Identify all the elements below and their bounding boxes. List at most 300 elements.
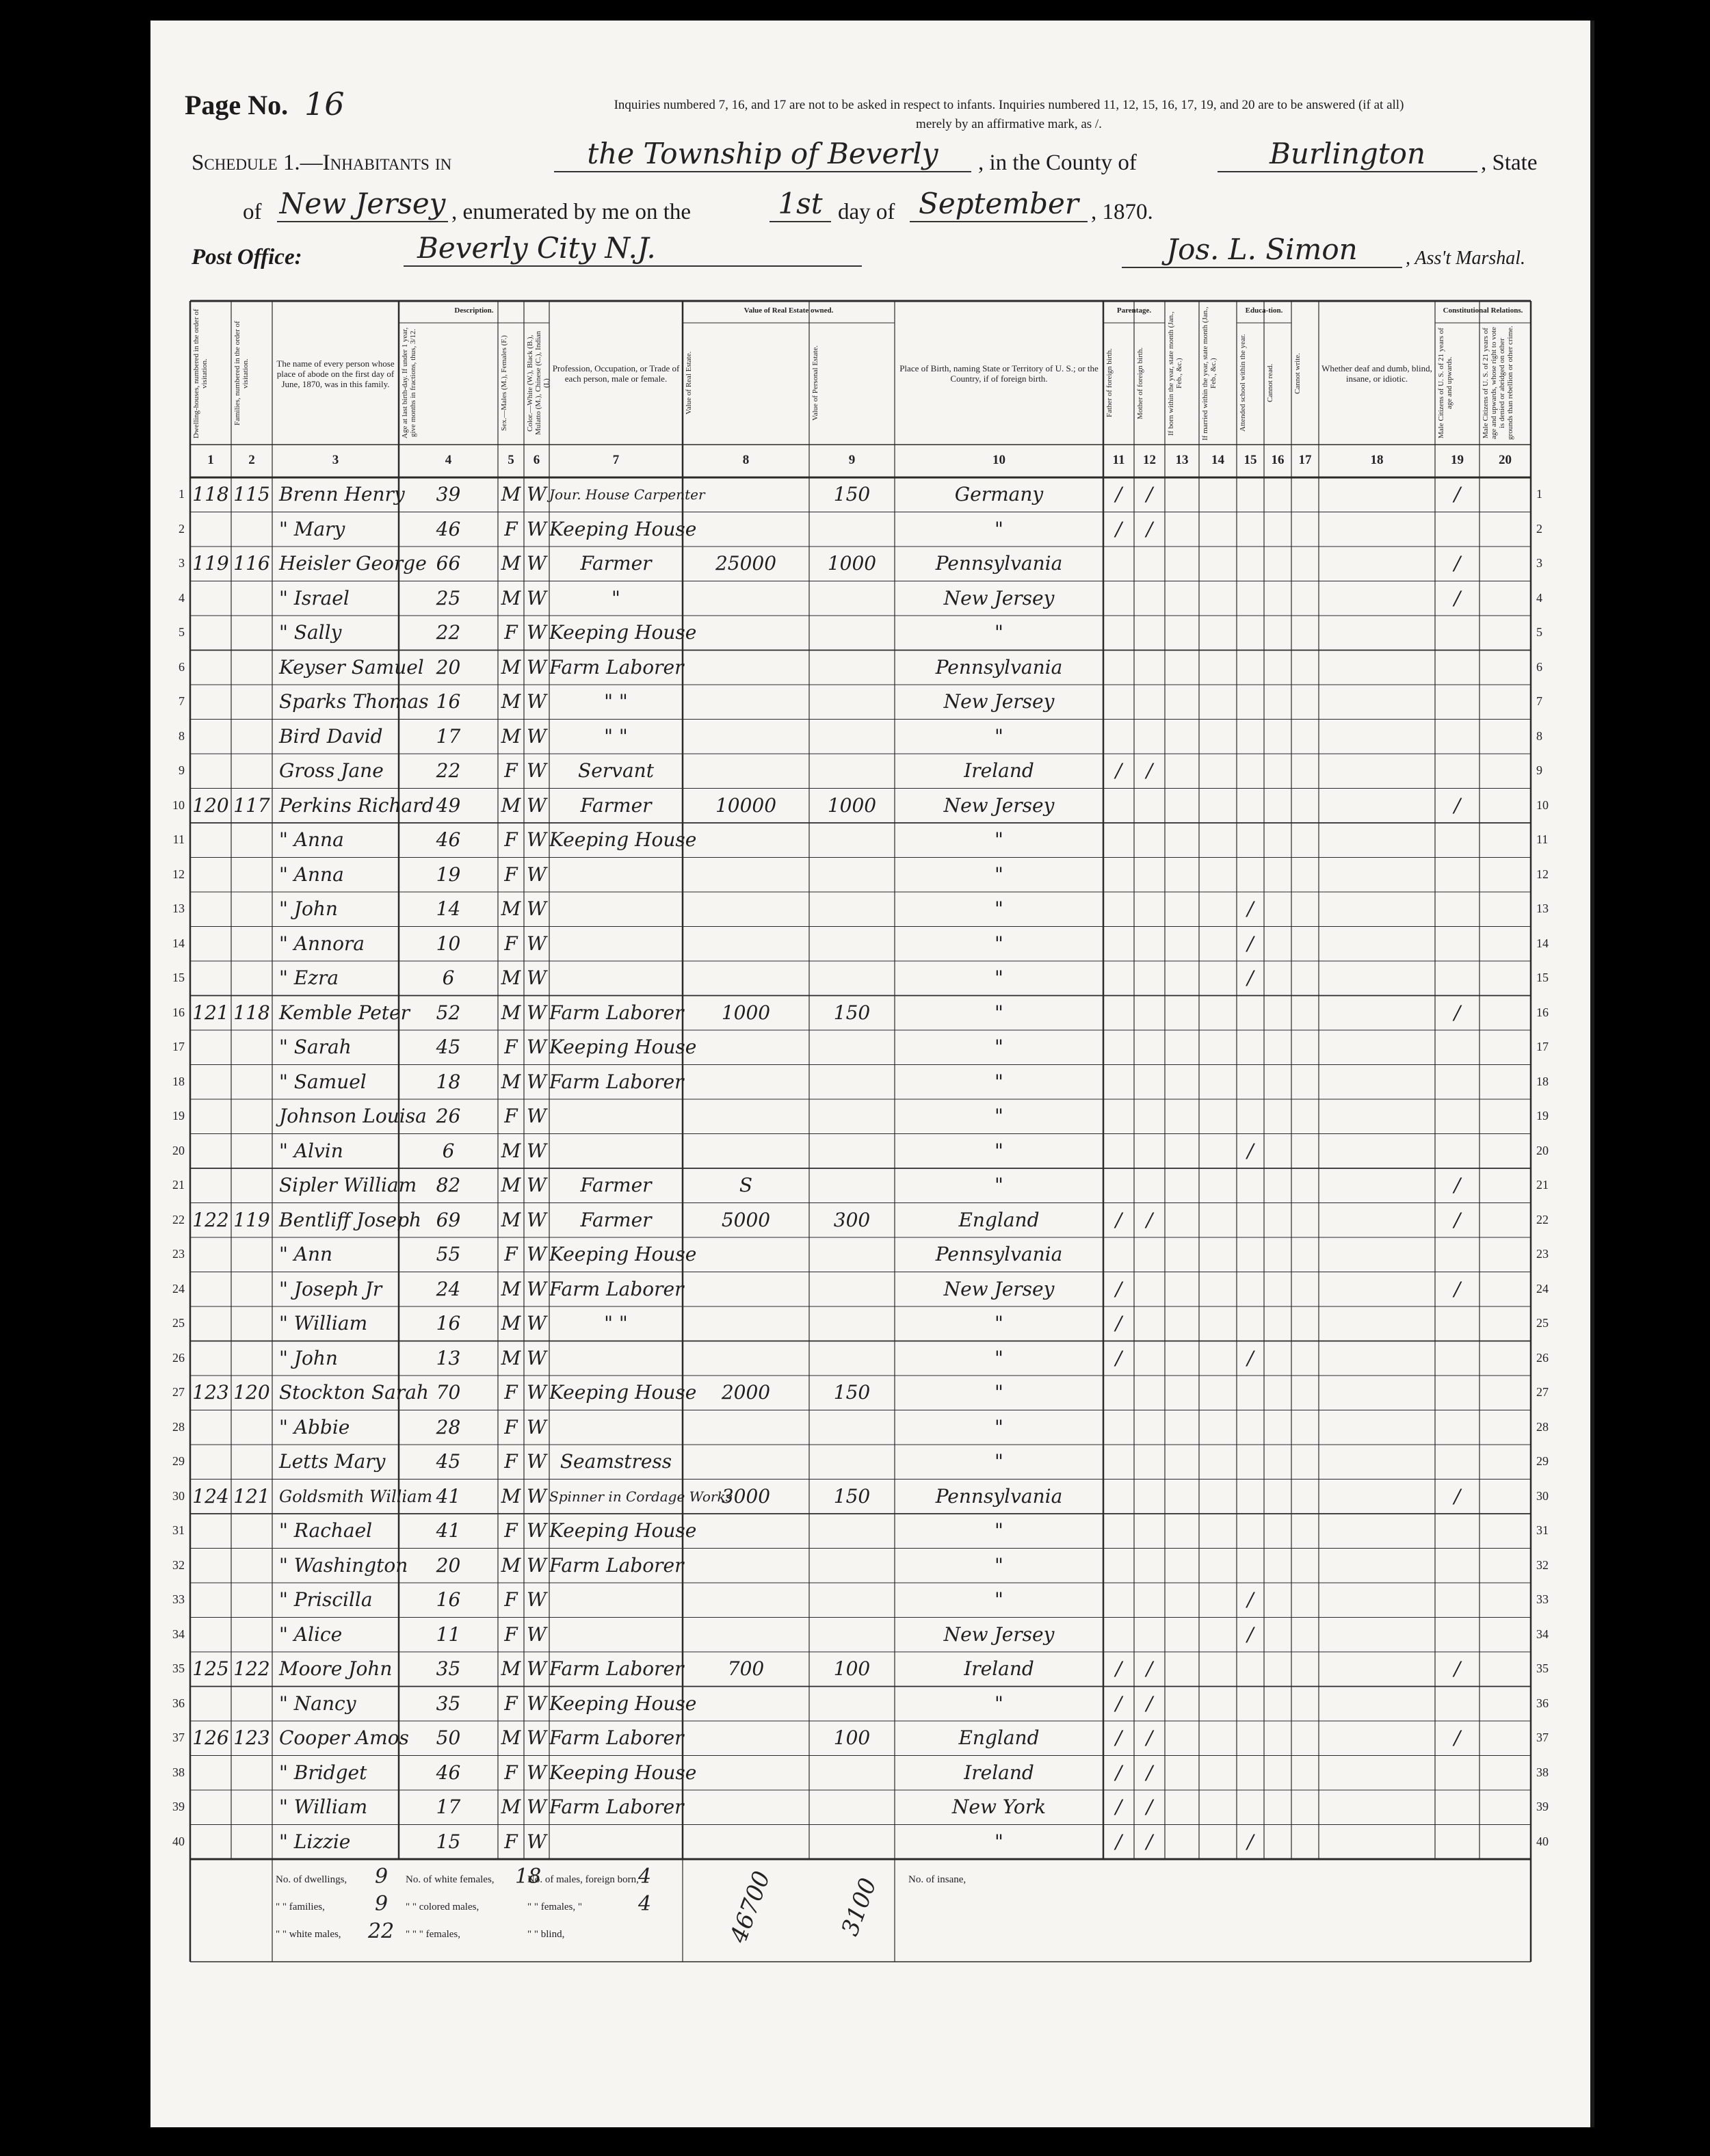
summary-foreign-females-label: " " females, " [527, 1902, 583, 1912]
cell-birth: England [958, 1726, 1040, 1749]
cell-sex: F [504, 1381, 518, 1404]
cell-school: / [1247, 1588, 1254, 1611]
column-number: 3 [332, 453, 339, 467]
cell-color: W [527, 1346, 547, 1369]
cell-birth: " [995, 1415, 1003, 1438]
summary-white-males-label: " " white males, [276, 1929, 341, 1940]
line-number-right: 39 [1536, 1800, 1549, 1813]
cell-dwelling: 121 [192, 1001, 229, 1024]
cell-personal: 100 [833, 1726, 871, 1749]
cell-sex: M [501, 1277, 521, 1300]
line-number-right: 3 [1536, 556, 1542, 570]
summary-families-value: 9 [375, 1892, 389, 1916]
cell-name: " William [279, 1796, 368, 1818]
line-number: 13 [172, 902, 185, 915]
column-number: 13 [1175, 453, 1189, 467]
line-number-right: 21 [1536, 1178, 1549, 1192]
cell-birth: " [995, 1070, 1003, 1093]
cell-sex: M [501, 483, 521, 505]
line-number-right: 15 [1536, 971, 1549, 984]
cell-name: " Rachael [279, 1519, 373, 1542]
cell-sex: M [501, 1726, 521, 1749]
cell-father: / [1115, 1208, 1122, 1231]
line-number: 35 [172, 1661, 185, 1675]
cell-sex: M [501, 967, 521, 989]
cell-family: 121 [233, 1484, 270, 1508]
line-number-right: 2 [1536, 521, 1542, 536]
cell-name: " Annora [279, 932, 365, 955]
column-number: 4 [445, 453, 452, 467]
cell-birth: " [995, 1381, 1003, 1404]
cell-name: Stockton Sarah [279, 1381, 429, 1404]
cell-sex: M [501, 1208, 521, 1231]
cell-occupation: Keeping House [549, 1381, 697, 1404]
cell-age: 41 [436, 1484, 461, 1508]
cell-age: 24 [436, 1277, 461, 1300]
cell-citizen: / [1454, 552, 1461, 575]
cell-occupation: Keeping House [549, 1036, 697, 1058]
cell-sex: F [504, 517, 518, 540]
cell-personal: 150 [833, 1381, 871, 1404]
cell-mother: / [1146, 1830, 1153, 1853]
cell-sex: F [504, 1761, 518, 1784]
cell-family: 122 [233, 1657, 270, 1680]
cell-age: 26 [436, 1105, 461, 1127]
line-number: 12 [172, 867, 185, 881]
cell-color: W [527, 552, 547, 575]
cell-sex: M [501, 1796, 521, 1818]
cell-occupation: " " [604, 1312, 628, 1335]
state-field: New Jersey [277, 188, 448, 222]
line-number: 10 [172, 798, 185, 812]
page-label: Page No. [185, 90, 289, 120]
cell-name: " John [279, 1346, 338, 1369]
line-number: 15 [172, 971, 185, 984]
cell-dwelling: 124 [192, 1484, 229, 1508]
cell-dwelling: 123 [192, 1381, 229, 1404]
cell-sex: F [504, 1588, 518, 1611]
cell-birth: " [995, 863, 1003, 886]
cell-sex: F [504, 1415, 518, 1438]
cell-birth: " [995, 1312, 1003, 1335]
cell-birth: Pennsylvania [935, 1484, 1063, 1508]
line-number: 39 [172, 1800, 185, 1813]
cell-sex: F [504, 1036, 518, 1058]
line-number-right: 16 [1536, 1005, 1549, 1019]
cell-birth: England [958, 1208, 1040, 1231]
summary-white-females-label: No. of white females, [406, 1874, 495, 1885]
county-field: Burlington [1218, 138, 1477, 172]
day-of-label: day of [838, 200, 895, 224]
cell-color: W [527, 1036, 547, 1058]
summary-families-label: " " families, [276, 1902, 325, 1912]
column-header-16: Cannot read. [1266, 363, 1274, 403]
cell-name: Letts Mary [279, 1450, 386, 1473]
line-number-right: 12 [1536, 867, 1549, 881]
cell-occupation: Keeping House [549, 621, 697, 644]
cell-color: W [527, 1553, 547, 1577]
cell-sex: M [501, 1657, 521, 1680]
cell-sex: F [504, 621, 518, 644]
column-number: 7 [612, 453, 620, 467]
cell-occupation: Keeping House [549, 1519, 697, 1542]
cell-real: 3000 [721, 1484, 771, 1508]
cell-sex: M [501, 897, 521, 920]
cell-sex: F [504, 1830, 518, 1853]
cell-occupation: Farmer [580, 793, 652, 817]
column-header-14: If married within the year, state month (Jan., Feb., &c.) [1201, 306, 1218, 441]
cell-color: W [527, 690, 547, 713]
column-number: 17 [1298, 453, 1312, 467]
cell-age: 45 [436, 1450, 461, 1473]
cell-name: " Mary [279, 517, 345, 540]
cell-birth: " [995, 1036, 1003, 1058]
cell-citizen: / [1454, 1277, 1461, 1300]
line-number-right: 36 [1536, 1696, 1549, 1710]
cell-color: W [527, 724, 547, 748]
marshal-title: , Ass't Marshal. [1406, 248, 1526, 269]
line-number: 20 [172, 1143, 185, 1157]
township-field: the Township of Beverly [554, 138, 971, 172]
cell-sex: F [504, 1105, 518, 1127]
cell-color: W [527, 828, 547, 851]
cell-birth: Pennsylvania [935, 552, 1063, 575]
cell-personal: 300 [833, 1208, 871, 1231]
column-header-11: Father of foreign birth. [1105, 348, 1114, 418]
column-header-5: Sex.—Males (M.), Females (F.) [500, 335, 508, 431]
cell-birth: Pennsylvania [935, 1243, 1063, 1265]
page-number: 16 [304, 86, 345, 122]
cell-color: W [527, 863, 547, 886]
cell-father: / [1115, 1312, 1122, 1335]
cell-sex: F [504, 1450, 518, 1473]
cell-age: 46 [436, 517, 461, 540]
marshal-signature: Jos. L. Simon [1122, 234, 1402, 268]
cell-name: " Washington [279, 1553, 408, 1577]
cell-name: " Joseph Jr [279, 1277, 382, 1300]
line-number: 2 [179, 521, 185, 536]
cell-real: 10000 [715, 793, 777, 817]
column-number: 19 [1451, 453, 1464, 467]
line-number-right: 28 [1536, 1419, 1549, 1434]
cell-birth: Ireland [964, 759, 1034, 782]
cell-occupation: Farmer [580, 1174, 652, 1196]
line-number: 31 [172, 1523, 185, 1537]
cell-birth: " [995, 724, 1003, 748]
column-header-17: Cannot write. [1293, 353, 1302, 394]
cell-school: / [1247, 1830, 1254, 1853]
line-number-right: 23 [1536, 1247, 1549, 1261]
cell-name: Brenn Henry [279, 483, 405, 505]
cell-birth: " [995, 1346, 1003, 1369]
line-number: 32 [172, 1557, 185, 1572]
cell-occupation: Farmer [580, 1208, 652, 1231]
cell-family: 115 [233, 483, 270, 505]
cell-personal: 1000 [827, 793, 877, 817]
cell-school: / [1247, 1346, 1254, 1369]
cell-age: 46 [436, 1761, 461, 1784]
cell-occupation: Farm Laborer [549, 1553, 684, 1577]
cell-mother: / [1146, 1208, 1153, 1231]
cell-sex: F [504, 1519, 518, 1542]
cell-mother: / [1146, 759, 1153, 782]
column-header-2: Families, numbered in the order of visitation. [233, 321, 250, 426]
column-number: 16 [1271, 453, 1285, 467]
cell-birth: " [995, 1139, 1003, 1162]
cell-school: / [1247, 1139, 1254, 1162]
cell-name: " Lizzie [279, 1830, 351, 1853]
cell-age: 66 [436, 552, 461, 575]
month-field: September [910, 188, 1088, 222]
cell-occupation: Keeping House [549, 1692, 697, 1715]
cell-name: " Sarah [279, 1036, 352, 1058]
cell-birth: " [995, 1174, 1003, 1196]
cell-citizen: / [1454, 1208, 1461, 1231]
cell-occupation: Servant [578, 759, 654, 782]
summary-colored-males-label: " " colored males, [406, 1902, 479, 1912]
summary-dwellings-value: 9 [375, 1865, 389, 1889]
line-number: 29 [172, 1454, 185, 1468]
cell-name: Goldsmith William [279, 1486, 433, 1506]
column-header-10: Place of Birth, naming State or Territory of U. S.; or the Country, if of foreign birth. [899, 363, 1099, 384]
cell-father: / [1115, 517, 1122, 540]
cell-sex: M [501, 1174, 521, 1196]
cell-name: Keyser Samuel [279, 655, 424, 679]
cell-family: 116 [233, 552, 270, 575]
cell-birth: Ireland [964, 1657, 1034, 1680]
cell-birth: " [995, 828, 1003, 851]
cell-age: 82 [436, 1174, 461, 1196]
year-label: , 1870. [1091, 200, 1153, 224]
cell-mother: / [1146, 1657, 1153, 1680]
cell-color: W [527, 1174, 547, 1196]
cell-birth: " [995, 967, 1003, 989]
line-number: 3 [179, 556, 185, 570]
cell-real: 700 [727, 1657, 765, 1680]
cell-real: 1000 [721, 1001, 771, 1024]
summary-colored-females-label: " " " females, [406, 1929, 461, 1940]
cell-name: " Anna [279, 828, 344, 851]
cell-name: Heisler George [279, 552, 427, 575]
summary-white-females-value: 18 [515, 1865, 542, 1889]
cell-birth: New Jersey [943, 690, 1055, 713]
cell-color: W [527, 655, 547, 679]
cell-color: W [527, 1208, 547, 1231]
cell-real: S [739, 1174, 753, 1196]
cell-father: / [1115, 1761, 1122, 1784]
cell-color: W [527, 1312, 547, 1335]
line-number-right: 24 [1536, 1281, 1549, 1296]
line-number-right: 35 [1536, 1661, 1549, 1675]
line-number-right: 14 [1536, 936, 1549, 950]
line-number-right: 40 [1536, 1834, 1549, 1848]
column-header-6: Color.—White (W.), Black (B.), Mulatto (M.), Chinese (C.), Indian (I.) [526, 330, 551, 436]
cell-birth: " [995, 1588, 1003, 1611]
cell-sex: M [501, 1553, 521, 1577]
line-number: 7 [179, 694, 185, 708]
cell-occupation: " [611, 586, 620, 609]
cell-father: / [1115, 1796, 1122, 1818]
cell-father: / [1115, 1830, 1122, 1853]
cell-birth: " [995, 1105, 1003, 1127]
cell-age: 17 [436, 1796, 461, 1818]
cell-color: W [527, 1243, 547, 1265]
cell-real: 5000 [721, 1208, 771, 1231]
line-number-right: 11 [1536, 832, 1549, 846]
column-header-15: Attended school within the year. [1239, 334, 1247, 432]
cell-color: W [527, 483, 547, 505]
cell-name: " Sally [279, 621, 342, 644]
cell-family: 119 [233, 1208, 270, 1231]
cell-name: " Priscilla [279, 1588, 373, 1611]
column-header-19: Male Citizens of U. S. of 21 years of age and upwards. [1437, 328, 1454, 438]
line-number-right: 5 [1536, 625, 1542, 639]
cell-school: / [1247, 932, 1254, 955]
cell-age: 6 [442, 967, 455, 989]
cell-sex: F [504, 759, 518, 782]
cell-sex: M [501, 1312, 521, 1335]
cell-occupation: Farm Laborer [549, 1657, 684, 1680]
cell-sex: F [504, 828, 518, 851]
cell-name: " Samuel [279, 1070, 367, 1093]
line-number-right: 32 [1536, 1557, 1549, 1572]
cell-personal: 150 [833, 1001, 871, 1024]
line-number: 8 [179, 728, 185, 743]
cell-name: " Ann [279, 1243, 333, 1265]
cell-birth: " [995, 1553, 1003, 1577]
line-number: 37 [172, 1731, 185, 1744]
cell-citizen: / [1454, 1001, 1461, 1024]
of-label: of [243, 200, 262, 224]
summary-personal-estate-total: 3100 [836, 1874, 882, 1940]
cell-mother: / [1146, 1796, 1153, 1818]
cell-color: W [527, 932, 547, 955]
line-number-right: 33 [1536, 1592, 1549, 1606]
cell-family: 118 [233, 1001, 270, 1024]
group-header-constitutional: Constitutional Relations. [1443, 306, 1523, 315]
cell-age: 41 [436, 1519, 461, 1542]
cell-age: 14 [436, 897, 461, 920]
scan-edge [1590, 21, 1594, 2127]
cell-occupation: Farm Laborer [549, 1726, 684, 1749]
cell-birth: " [995, 1519, 1003, 1542]
cell-occupation: Keeping House [549, 517, 697, 540]
line-number-right: 37 [1536, 1731, 1549, 1744]
column-header-1: Dwelling-houses, numbered in the order of visitation. [192, 308, 209, 438]
cell-personal: 100 [833, 1657, 871, 1680]
cell-color: W [527, 1622, 547, 1646]
line-number: 27 [172, 1385, 185, 1399]
line-number-right: 31 [1536, 1523, 1549, 1537]
cell-occupation: Farm Laborer [549, 1796, 684, 1818]
column-number: 1 [207, 453, 214, 467]
cell-birth: " [995, 932, 1003, 955]
cell-name: " Nancy [279, 1692, 356, 1715]
summary-dwellings-label: No. of dwellings, [276, 1874, 347, 1885]
cell-color: W [527, 1484, 547, 1508]
cell-birth: New Jersey [943, 1277, 1055, 1300]
line-number-right: 8 [1536, 728, 1542, 743]
summary-blind-label: " " blind, [527, 1929, 565, 1940]
cell-school: / [1247, 967, 1254, 989]
cell-personal: 150 [833, 1484, 871, 1508]
cell-occupation: Keeping House [549, 828, 697, 851]
line-number: 25 [172, 1316, 185, 1330]
line-number-right: 30 [1536, 1488, 1549, 1503]
schedule-title: Schedule 1.—Inhabitants in [192, 150, 452, 175]
cell-real: 25000 [715, 552, 777, 575]
cell-name: " Alice [279, 1622, 343, 1646]
column-number: 5 [508, 453, 514, 467]
cell-dwelling: 122 [192, 1208, 229, 1231]
line-number-right: 17 [1536, 1040, 1549, 1053]
cell-dwelling: 118 [192, 483, 229, 505]
cell-age: 19 [436, 863, 461, 886]
line-number-right: 25 [1536, 1316, 1549, 1330]
instructions-line-2: merely by an affirmative mark, as /. [916, 117, 1102, 131]
line-number-right: 20 [1536, 1143, 1549, 1157]
cell-color: W [527, 1726, 547, 1749]
cell-name: " John [279, 897, 338, 920]
cell-name: Kemble Peter [279, 1001, 410, 1024]
line-number: 9 [179, 763, 185, 777]
cell-age: 10 [436, 932, 461, 955]
cell-mother: / [1146, 1726, 1153, 1749]
line-number-right: 9 [1536, 763, 1542, 777]
column-number: 2 [248, 453, 255, 467]
cell-age: 46 [436, 828, 461, 851]
column-header-4: Age at last birth-day. If under 1 year, give months in fractions, thus, 3/12. [401, 327, 417, 439]
cell-age: 16 [436, 690, 461, 713]
column-header-20: Male Citizens of U. S. of 21 years of age and upwards, whose right to vote is denied or abridged on other grounds than rebellion or other crime. [1482, 326, 1514, 441]
line-number-right: 22 [1536, 1212, 1549, 1226]
cell-citizen: / [1454, 1657, 1461, 1680]
cell-age: 50 [436, 1726, 461, 1749]
column-header-3: The name of every person whose place of abode on the first day of June, 1870, was in this family. [276, 358, 395, 389]
cell-age: 16 [436, 1312, 461, 1335]
cell-age: 22 [436, 621, 461, 644]
cell-color: W [527, 1830, 547, 1853]
column-number: 14 [1211, 453, 1224, 467]
group-header-value: Value of Real Estate owned. [744, 306, 834, 315]
line-number: 5 [179, 625, 185, 639]
column-header-9: Value of Personal Estate. [811, 345, 819, 421]
cell-birth: " [995, 1001, 1003, 1024]
cell-name: " William [279, 1312, 368, 1335]
summary-foreign-females-value: 4 [638, 1892, 652, 1916]
cell-age: 15 [436, 1830, 461, 1853]
cell-color: W [527, 1588, 547, 1611]
cell-sex: M [501, 655, 521, 679]
cell-father: / [1115, 1692, 1122, 1715]
cell-age: 25 [436, 586, 461, 609]
cell-father: / [1115, 1346, 1122, 1369]
cell-color: W [527, 1381, 547, 1404]
group-header-description: Description. [454, 306, 494, 315]
line-number: 22 [172, 1212, 185, 1226]
line-number: 30 [172, 1488, 185, 1503]
cell-color: W [527, 1450, 547, 1473]
cell-sex: M [501, 552, 521, 575]
column-header-13: If born within the year, state month (Jan., Feb., &c.) [1167, 311, 1183, 436]
cell-dwelling: 125 [192, 1657, 229, 1680]
cell-family: 123 [233, 1726, 270, 1749]
column-number: 12 [1143, 453, 1156, 467]
line-number-right: 13 [1536, 902, 1549, 915]
cell-name: Gross Jane [279, 759, 384, 782]
cell-age: 52 [436, 1001, 461, 1024]
cell-birth: New York [951, 1796, 1047, 1818]
